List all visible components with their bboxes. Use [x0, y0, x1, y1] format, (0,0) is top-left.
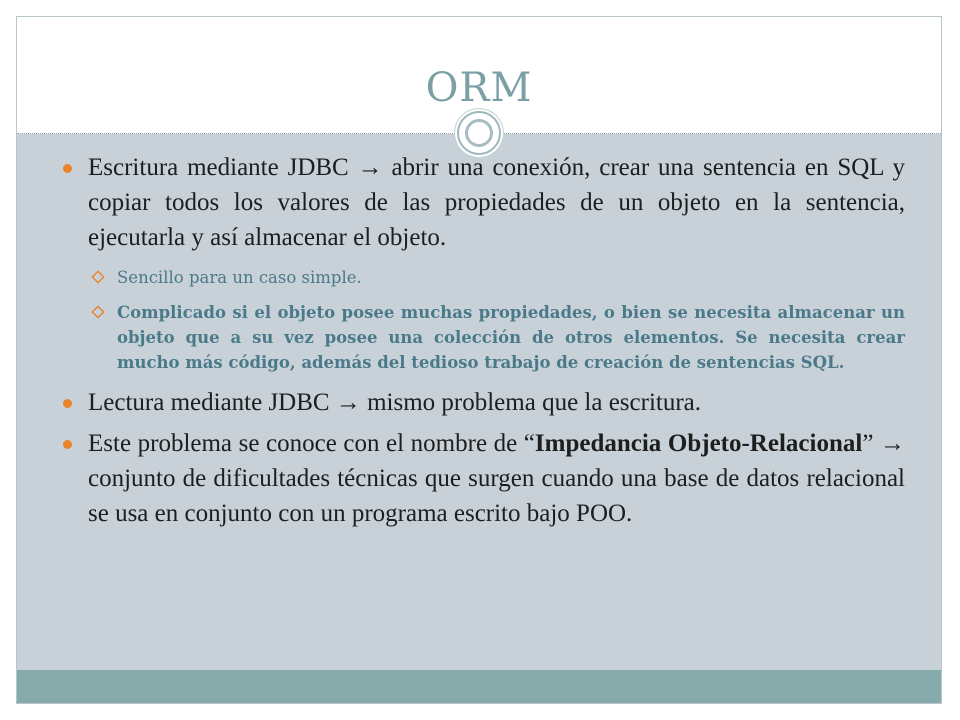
bullet-text-before: Este problema se conoce con el nombre de “ — [88, 430, 535, 457]
sub-bullet-text: Sencillo para un caso simple. — [117, 268, 362, 287]
sub-bullet-marker-icon — [91, 270, 105, 284]
sub-bullet-item-complicado — [60, 300, 905, 375]
sub-bullet-text: Complicado si el objeto posee muchas propiedades, o bien se necesita almacenar un objeto que a su vez posee una colección de otros elementos. Se necesita crear mucho más código, además del tedioso trabajo de creación de sentencias SQL. — [117, 303, 905, 372]
bullet-bold-term: Impedancia Objeto-Relacional — [534, 430, 863, 457]
bullet-dot-icon — [63, 399, 72, 408]
slide-title: ORM — [425, 65, 533, 111]
bullet-text: Escritura mediante JDBC → abrir una conexión, crear una sentencia en SQL y copiar todos los valores de las propiedades de un objeto en la sentencia, ejecutarla y así almacenar el objeto. — [88, 154, 905, 251]
bullet-item-lectura — [60, 385, 905, 420]
bullet-item-impedancia — [60, 426, 905, 531]
bullet-dot-icon — [63, 164, 72, 173]
bullet-item-escritura — [60, 150, 905, 255]
sub-bullet-marker-icon — [91, 305, 105, 319]
sub-bullet-list — [60, 265, 905, 375]
circle-ornament-icon — [457, 111, 501, 155]
bullet-text-after: ” → conjunto de dificultades técnicas que surgen cuando una base de datos relacional se usa en conjunto con un programa escrito bajo POO. — [88, 430, 905, 527]
bullet-dot-icon — [63, 440, 72, 449]
bullet-text: Lectura mediante JDBC → mismo problema que la escritura. — [88, 389, 702, 416]
circle-ornament-inner — [465, 119, 493, 147]
slide-body — [60, 150, 905, 531]
sub-bullet-item-sencillo — [60, 265, 905, 290]
